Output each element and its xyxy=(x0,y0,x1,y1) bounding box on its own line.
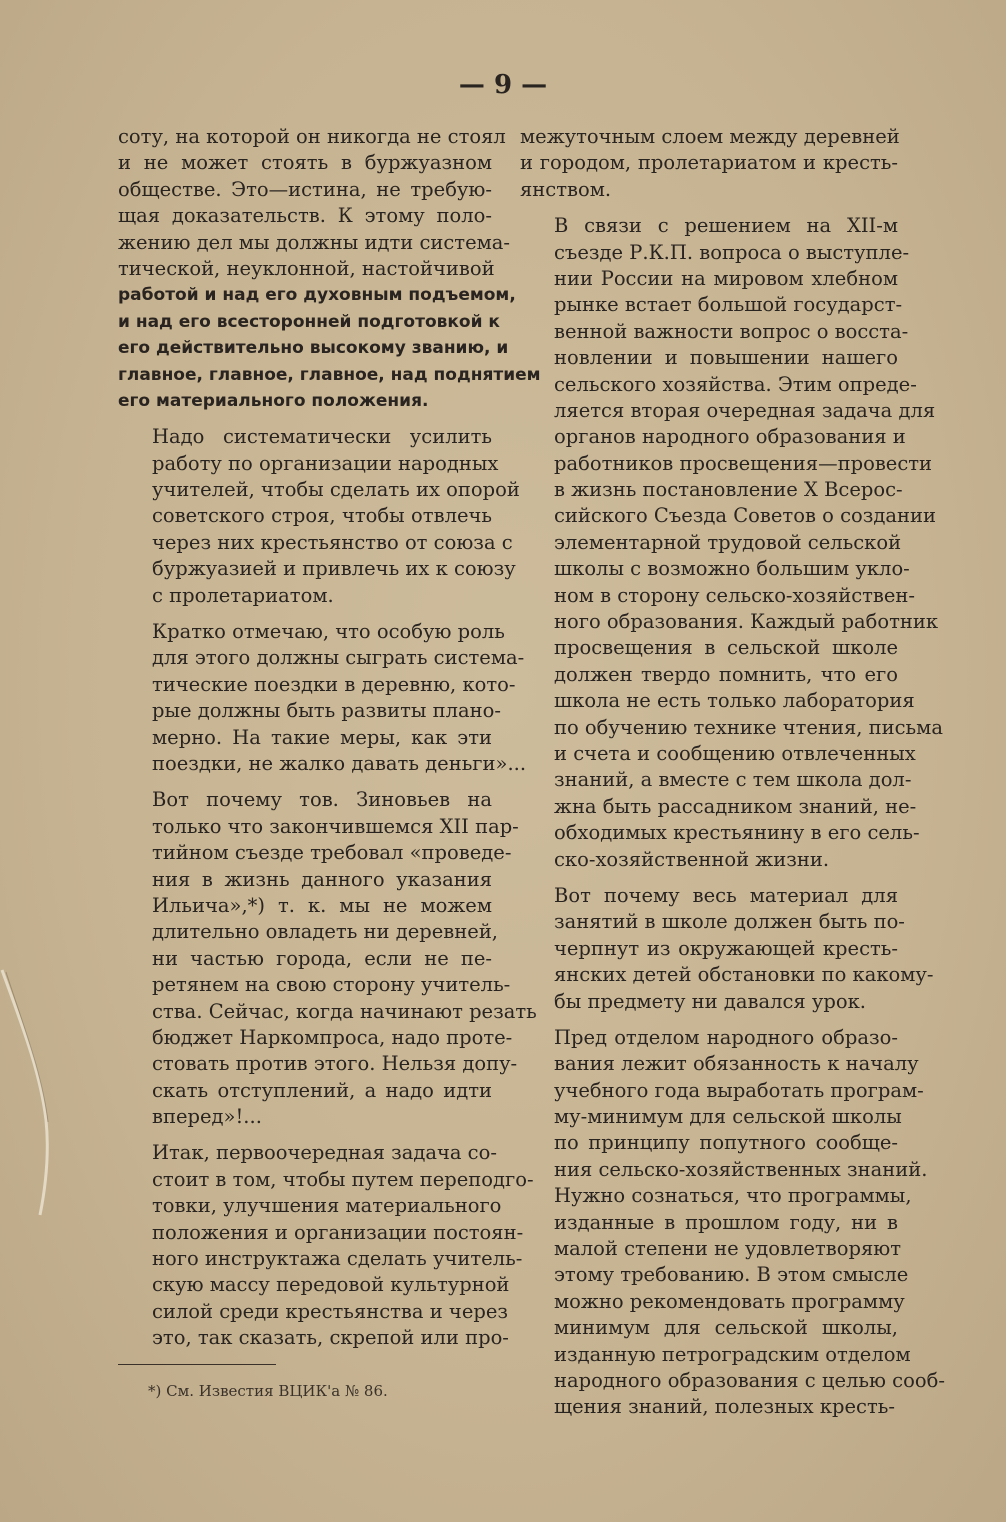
paragraph xyxy=(118,424,520,609)
text-line: рые должны быть развиты плано- xyxy=(152,699,501,723)
text-line: его действительно высокому званию, и xyxy=(118,338,509,359)
text-line: школы с возможно большим укло- xyxy=(554,557,910,581)
text-line: советского строя, чтобы отвлечь xyxy=(152,504,492,528)
left-column xyxy=(118,124,541,1352)
text-line: Надо систематически усилить xyxy=(152,425,492,449)
text-line: работой и над его духовным подъемом, xyxy=(118,285,516,306)
text-line: учителей, чтобы сделать их опорой xyxy=(152,478,520,502)
text-line: нии России на мировом хлебном xyxy=(554,266,898,290)
text-line: Нужно сознаться, что программы, xyxy=(554,1184,912,1208)
text-line: соту, на которой он никогда не стоял xyxy=(118,125,506,148)
paragraph xyxy=(520,213,943,873)
text-line: тийном съезде требовал «проведе- xyxy=(152,841,512,865)
text-line: ляется вторая очередная задача для xyxy=(554,398,936,422)
text-line: вперед»!... xyxy=(152,1105,262,1129)
text-line: и над его всесторонней подготовкой к xyxy=(118,311,500,332)
text-line: ного инструктажа сделать учитель- xyxy=(152,1247,523,1271)
text-line: стовать против этого. Нельзя допу- xyxy=(152,1052,518,1076)
text-line: тические поездки в деревню, кото- xyxy=(152,672,516,696)
text-line: положения и организации постоян- xyxy=(152,1220,524,1244)
paragraph xyxy=(520,883,934,1015)
text-line: его материального положения. xyxy=(118,390,429,411)
text-line: это, так сказать, скрепой или про- xyxy=(152,1326,509,1350)
text-line: народного образования с целью сооб- xyxy=(554,1368,945,1392)
text-line: новлении и повышении нашего xyxy=(554,346,898,370)
text-line: и счета и сообщению отвлеченных xyxy=(554,741,916,765)
text-line: через них крестьянство от союза с xyxy=(152,530,513,554)
text-line: венной важности вопрос о восста- xyxy=(554,319,909,343)
text-line: сельского хозяйства. Этим опреде- xyxy=(554,372,917,396)
text-line: мерно. На такие меры, как эти xyxy=(152,725,492,749)
text-line: Вот почему весь материал для xyxy=(554,883,898,907)
text-line: щая доказательств. К этому поло- xyxy=(118,204,492,228)
text-line: и городом, пролетариатом и кресть- xyxy=(520,151,898,175)
text-line: изданные в прошлом году, ни в xyxy=(554,1210,898,1234)
text-line: му-минимум для сельской школы xyxy=(554,1105,902,1129)
text-line: межуточным слоем между деревней xyxy=(520,125,900,148)
text-line: черпнут из окружающей кресть- xyxy=(554,936,898,960)
text-line: скать отступлений, а надо идти xyxy=(152,1078,492,1102)
text-line: силой среди крестьянства и через xyxy=(152,1299,509,1323)
text-line: Вот почему тов. Зиновьев на xyxy=(152,788,492,812)
text-line: просвещения в сельской школе xyxy=(554,636,898,660)
text-line: ного образования. Каждый работник xyxy=(554,610,939,634)
text-line: тической, неуклонной, настойчивой xyxy=(118,256,495,280)
text-line: сийского Съезда Советов о создании xyxy=(554,504,936,528)
right-column xyxy=(520,124,945,1421)
text-line: В связи с решением на XII-м xyxy=(554,214,898,238)
page-number: — 9 — xyxy=(458,70,548,100)
paragraph xyxy=(520,1025,945,1421)
text-line: жению дел мы должны идти система- xyxy=(118,230,510,254)
text-line: можно рекомендовать программу xyxy=(554,1289,905,1313)
text-line: школа не есть только лаборатория xyxy=(554,689,915,713)
text-line: ско-хозяйственной жизни. xyxy=(554,847,830,871)
text-line: бюджет Наркомпроса, надо проте- xyxy=(152,1025,513,1049)
text-line: по обучению технике чтения, письма xyxy=(554,715,943,739)
text-line: ния сельско-хозяйственных знаний. xyxy=(554,1157,928,1181)
text-line: поездки, не жалко давать деньги»... xyxy=(152,751,527,775)
text-line: минимум для сельской школы, xyxy=(554,1316,898,1340)
text-line: работников просвещения—провести xyxy=(554,451,933,475)
text-line: только что закончившемся XII пар- xyxy=(152,814,519,838)
text-line: обходимых крестьянину в его сель- xyxy=(554,821,920,845)
text-line: и не может стоять в буржуазном xyxy=(118,151,492,175)
text-line: длительно овладеть ни деревней, xyxy=(152,920,499,944)
paragraph xyxy=(118,1140,534,1351)
text-line: рынке встает большой государст- xyxy=(554,293,903,317)
text-line: занятий в школе должен быть по- xyxy=(554,910,905,934)
text-line: Ильича»,*) т. к. мы не можем xyxy=(152,893,492,917)
text-line: съезде Р.К.П. вопроса о выступле- xyxy=(554,240,910,264)
text-line: жна быть рассадником знаний, не- xyxy=(554,794,917,818)
text-line: с пролетариатом. xyxy=(152,583,334,607)
text-line: товки, улучшения материального xyxy=(152,1194,502,1218)
text-line: малой степени не удовлетворяют xyxy=(554,1237,902,1261)
text-line: Итак, первоочередная задача со- xyxy=(152,1141,497,1165)
text-line: знаний, а вместе с тем школа дол- xyxy=(554,768,912,792)
text-line: буржуазией и привлечь их к союзу xyxy=(152,557,516,581)
text-line: стоит в том, чтобы путем переподго- xyxy=(152,1167,534,1191)
text-line: обществе. Это—истина, не требую- xyxy=(118,177,492,201)
text-line: учебного года выработать програм- xyxy=(554,1078,924,1102)
text-line: янством. xyxy=(520,177,612,201)
text-line: щения знаний, полезных кресть- xyxy=(554,1395,895,1419)
text-line: главное, главное, главное, над поднятием xyxy=(118,364,541,385)
text-line: Пред отделом народного образо- xyxy=(554,1025,898,1049)
text-line: ном в сторону сельско-хозяйствен- xyxy=(554,583,916,607)
text-line: бы предмету ни давался урок. xyxy=(554,989,866,1013)
text-line: должен твердо помнить, что его xyxy=(554,662,898,686)
paragraph xyxy=(118,787,537,1130)
paragraph xyxy=(520,124,898,203)
text-line: элементарной трудовой сельской xyxy=(554,530,902,554)
text-line: для этого должны сыграть система- xyxy=(152,646,525,670)
text-line: вания лежит обязанность к началу xyxy=(554,1052,919,1076)
text-line: органов народного образования и xyxy=(554,425,906,449)
text-line: ния в жизнь данного указания xyxy=(152,867,492,891)
text-line: скую массу передовой культурной xyxy=(152,1273,510,1297)
footnote: *) См. Известия ВЦИК'а № 86. xyxy=(148,1382,388,1400)
text-line: ни частью города, если не пе- xyxy=(152,946,492,970)
text-line: этому требованию. В этом смысле xyxy=(554,1263,909,1287)
paper-fold-crease xyxy=(0,960,60,1220)
text-line: Кратко отмечаю, что особую роль xyxy=(152,620,505,644)
paragraph xyxy=(118,619,527,777)
text-line: по принципу попутного сообще- xyxy=(554,1131,898,1155)
text-line: янских детей обстановки по какому- xyxy=(554,963,934,987)
paragraph xyxy=(118,124,541,414)
footnote-divider xyxy=(118,1364,276,1365)
text-line: изданную петроградским отделом xyxy=(554,1342,911,1366)
text-line: работу по организации народных xyxy=(152,451,499,475)
text-line: ства. Сейчас, когда начинают резать xyxy=(152,999,537,1023)
text-line: ретянем на свою сторону учитель- xyxy=(152,973,511,997)
text-line: в жизнь постановление X Всерос- xyxy=(554,478,903,502)
